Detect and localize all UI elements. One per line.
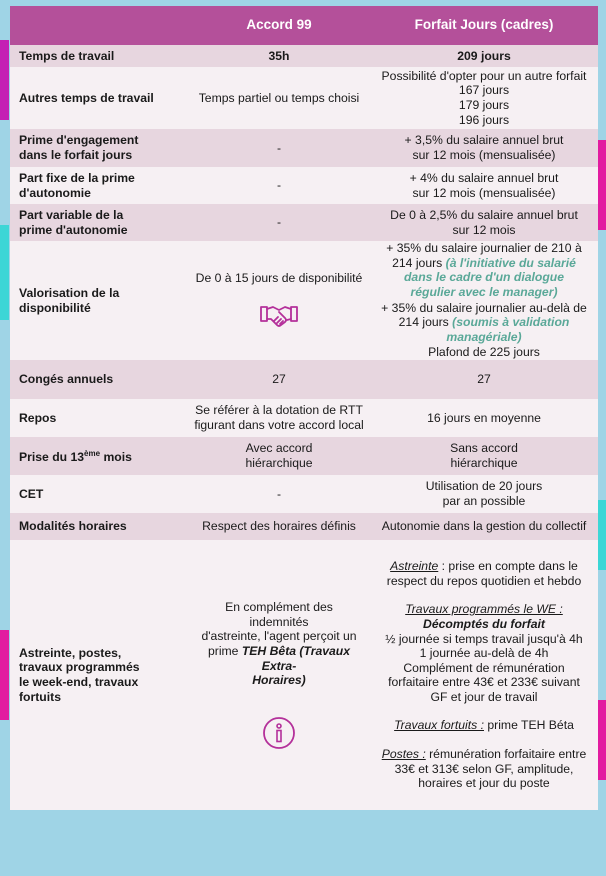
row-label-part-variable: Part variable de la prime d'autonomie bbox=[10, 204, 188, 241]
cell-conges-forfait: 27 bbox=[370, 360, 598, 399]
row-label-part-fixe: Part fixe de la prime d'autonomie bbox=[10, 167, 188, 204]
cell-prime-engagement-forfait: + 3,5% du salaire annuel brut sur 12 mois (mensualisée) bbox=[370, 129, 598, 167]
cell-valorisation-forfait: + 35% du salaire journalier de 210 à 214 jours (à l'initiative du salarié dans le cadre d'un dialogue régulier avec le manager) + 35% du salaire journalier au-delà de 214 jours (soumis à validation managériale) Plafond de 225 jours bbox=[370, 241, 598, 360]
row-label-cet: CET bbox=[10, 475, 188, 513]
cell-autres-forfait: Possibilité d'opter pour un autre forfait 167 jours 179 jours 196 jours bbox=[370, 67, 598, 129]
cell-temps-forfait: 209 jours bbox=[370, 45, 598, 67]
row-label-prime-engagement: Prime d'engagement dans le forfait jours bbox=[10, 129, 188, 167]
handshake-icon bbox=[259, 300, 299, 330]
cell-modalites-forfait: Autonomie dans la gestion du collectif bbox=[370, 513, 598, 540]
cell-part-variable-forfait: De 0 à 2,5% du salaire annuel brut sur 12 mois bbox=[370, 204, 598, 241]
cell-part-variable-accord: - bbox=[188, 204, 370, 241]
row-label-repos: Repos bbox=[10, 399, 188, 437]
cell-conges-accord: 27 bbox=[188, 360, 370, 399]
row-label-modalites-horaires: Modalités horaires bbox=[10, 513, 188, 540]
cell-astreinte-accord: En complément des indemnités d'astreinte, l'agent perçoit un prime TEH Bêta (Travaux Extra- Horaires) bbox=[188, 540, 370, 810]
row-label-prise-13eme: Prise du 13ème mois bbox=[10, 437, 188, 475]
header-forfait-jours: Forfait Jours (cadres) bbox=[370, 6, 598, 45]
cell-modalites-accord: Respect des horaires définis bbox=[188, 513, 370, 540]
comparison-table bbox=[10, 6, 598, 872]
cell-astreinte-forfait: Astreinte : prise en compte dans le respect du repos quotidien et hebdo Travaux programmés le WE : Décomptés du forfait ½ journée si temps travail jusqu'à 4h 1 journée au-delà de 4h Complément de rémunération forfaitaire entre 43€ et 233€ suivant GF et jour de travail Travaux fortuits : prime TEH Béta Postes : rémunération forfaitaire entre 33€ et 313€ selon GF, amplitude, horaires et jour du poste bbox=[370, 540, 598, 810]
accent-stripe-left-magenta bbox=[0, 40, 9, 120]
accent-stripe-right-cyan bbox=[597, 500, 606, 570]
cell-temps-accord: 35h bbox=[188, 45, 370, 67]
cell-prise-13eme-forfait: Sans accord hiérarchique bbox=[370, 437, 598, 475]
accent-stripe-left-magenta bbox=[0, 630, 9, 720]
row-label-conges: Congés annuels bbox=[10, 360, 188, 399]
cell-repos-forfait: 16 jours en moyenne bbox=[370, 399, 598, 437]
info-icon bbox=[262, 716, 296, 750]
accent-stripe-left-cyan bbox=[0, 225, 9, 320]
header-accord-99: Accord 99 bbox=[188, 6, 370, 45]
header-empty bbox=[10, 6, 188, 45]
cell-part-fixe-accord: - bbox=[188, 167, 370, 204]
cell-cet-accord: - bbox=[188, 475, 370, 513]
row-label-astreinte: Astreinte, postes, travaux programmés le week-end, travaux fortuits bbox=[10, 540, 188, 810]
accent-stripe-right-magenta bbox=[597, 700, 606, 780]
row-label-temps-travail: Temps de travail bbox=[10, 45, 188, 67]
cell-cet-forfait: Utilisation de 20 jours par an possible bbox=[370, 475, 598, 513]
row-label-autres-temps: Autres temps de travail bbox=[10, 67, 188, 129]
row-label-valorisation: Valorisation de la disponibilité bbox=[10, 241, 188, 360]
cell-prime-engagement-accord: - bbox=[188, 129, 370, 167]
cell-repos-accord: Se référer à la dotation de RTT figurant dans votre accord local bbox=[188, 399, 370, 437]
cell-part-fixe-forfait: + 4% du salaire annuel brut sur 12 mois (mensualisée) bbox=[370, 167, 598, 204]
cell-valorisation-accord: De 0 à 15 jours de disponibilité bbox=[188, 241, 370, 360]
accent-stripe-right-magenta bbox=[597, 140, 606, 230]
cell-autres-accord: Temps partiel ou temps choisi bbox=[188, 67, 370, 129]
cell-prise-13eme-accord: Avec accord hiérarchique bbox=[188, 437, 370, 475]
